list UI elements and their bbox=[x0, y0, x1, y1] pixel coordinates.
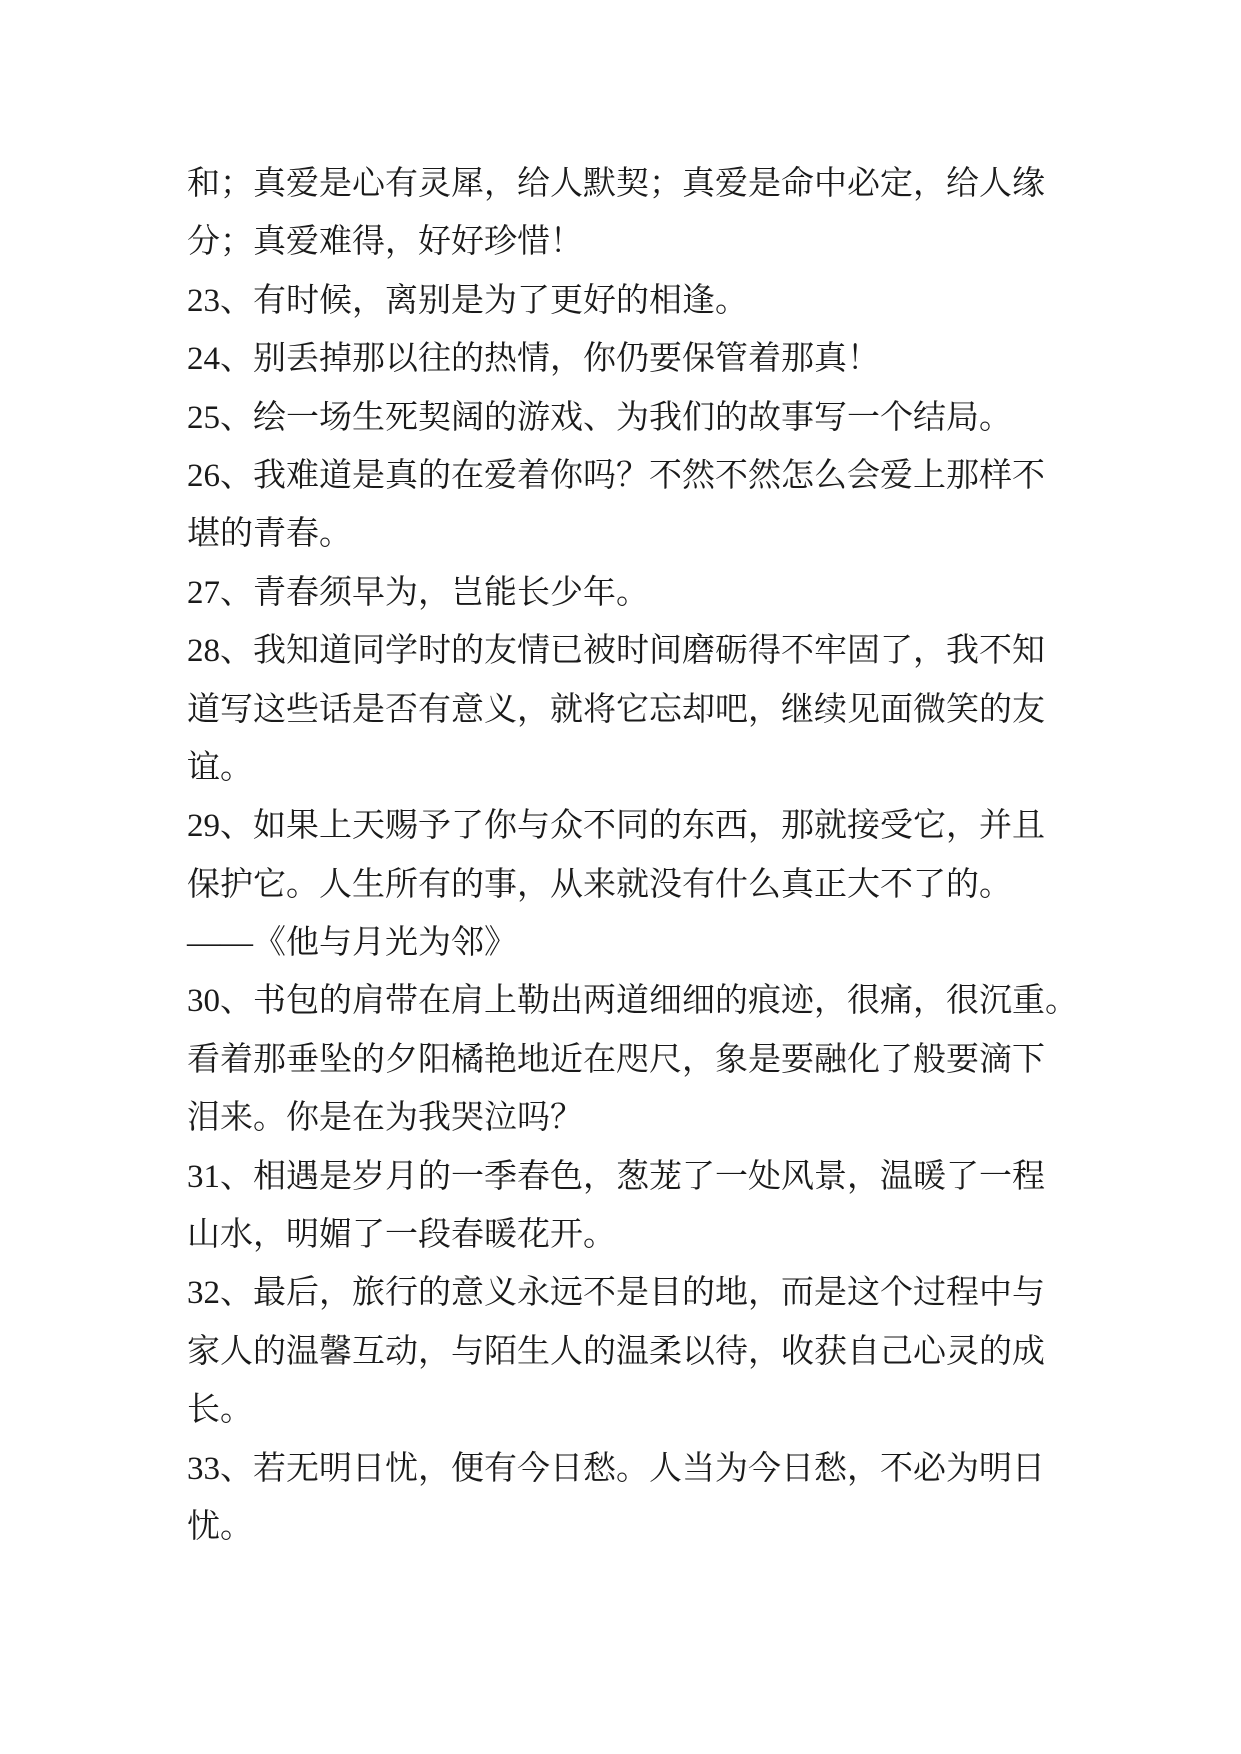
text-line: 23、有时候，离别是为了更好的相逢。 bbox=[187, 282, 748, 319]
text-line: 忧。 bbox=[187, 1508, 253, 1545]
quote-item-25 bbox=[187, 389, 1054, 447]
quote-item-23 bbox=[187, 272, 1054, 330]
quote-item-32 bbox=[187, 1264, 1054, 1439]
quote-item-29 bbox=[187, 797, 1054, 972]
text-line: 31、相遇是岁月的一季春色，葱茏了一处风景，温暖了一程 bbox=[187, 1158, 1045, 1195]
text-line: 33、若无明日忧，便有今日愁。人当为今日愁，不必为明日 bbox=[187, 1450, 1045, 1487]
text-line: 堪的青春。 bbox=[187, 516, 352, 553]
quote-item-30 bbox=[187, 972, 1078, 1147]
quote-item-31 bbox=[187, 1148, 1054, 1265]
quote-item-33 bbox=[187, 1440, 1054, 1557]
text-line: 保护它。人生所有的事，从来就没有什么真正大不了的。 bbox=[187, 866, 1012, 903]
text-line: 27、青春须早为，岂能长少年。 bbox=[187, 574, 649, 611]
quote-item-27 bbox=[187, 564, 1054, 622]
text-line: 分；真爱难得，好好珍惜！ bbox=[187, 224, 583, 261]
text-line: 29、如果上天赐予了你与众不同的东西，那就接受它，并且 bbox=[187, 808, 1045, 845]
text-line: 道写这些话是否有意义，就将它忘却吧，继续见面微笑的友 bbox=[187, 691, 1045, 728]
text-line: 看着那垂坠的夕阳橘艳地近在咫尺，象是要融化了般要滴下 bbox=[187, 1041, 1045, 1078]
text-line: 28、我知道同学时的友情已被时间磨砺得不牢固了，我不知 bbox=[187, 633, 1045, 670]
text-line: 和；真爱是心有灵犀，给人默契；真爱是命中必定，给人缘 bbox=[187, 166, 1045, 202]
text-line: 26、我难道是真的在爱着你吗？不然不然怎么会爱上那样不 bbox=[187, 457, 1045, 494]
text-line: 泪来。你是在为我哭泣吗？ bbox=[187, 1100, 583, 1137]
text-line: 山水，明媚了一段春暖花开。 bbox=[187, 1217, 616, 1254]
quote-item-26 bbox=[187, 447, 1054, 564]
text-line: 家人的温馨互动，与陌生人的温柔以待，收获自己心灵的成 bbox=[187, 1333, 1045, 1370]
quote-item-24 bbox=[187, 330, 1054, 388]
document-body bbox=[187, 155, 1078, 1556]
text-line: 32、最后，旅行的意义永远不是目的地，而是这个过程中与 bbox=[187, 1275, 1045, 1312]
quote-item-28 bbox=[187, 622, 1054, 797]
text-line: 谊。 bbox=[187, 749, 253, 786]
text-line: 长。 bbox=[187, 1392, 253, 1429]
quote-item-continuation bbox=[187, 155, 1054, 272]
text-line: 25、绘一场生死契阔的游戏、为我们的故事写一个结局。 bbox=[187, 399, 1012, 436]
text-line: 30、书包的肩带在肩上勒出两道细细的痕迹，很痛，很沉重。 bbox=[187, 983, 1078, 1020]
text-line: 24、别丢掉那以往的热情，你仍要保管着那真！ bbox=[187, 341, 880, 378]
quote-source: ——《他与月光为邻》 bbox=[187, 925, 517, 962]
